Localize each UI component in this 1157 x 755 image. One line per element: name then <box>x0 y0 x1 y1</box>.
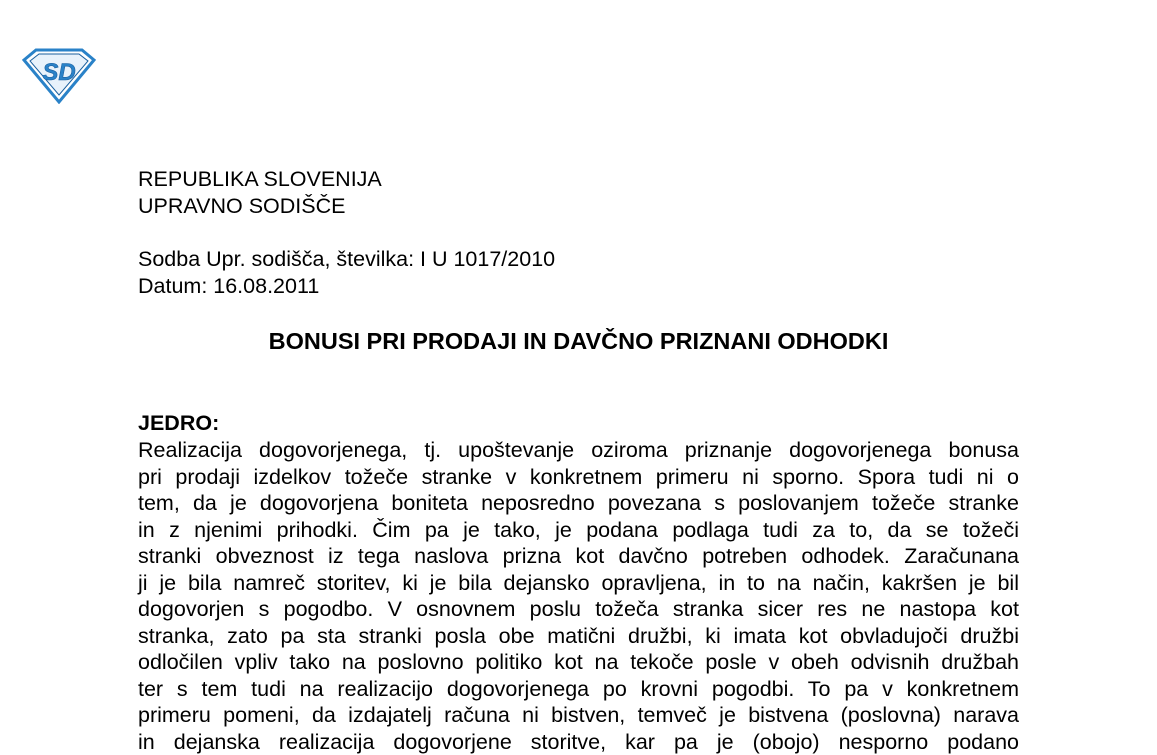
jedro-line: primeru pomeni, da izdajatelj računa ni bistven, temveč je bistvena (poslovna) narava <box>138 702 1019 729</box>
jedro-line: in dejanska realizacija dogovorjene storitve, kar pa je (obojo) nesporno podano <box>138 729 1019 755</box>
jedro-line: pri prodaji izdelkov tožeče stranke v konkretnem primeru ni sporno. Spora tudi ni o <box>138 464 1019 491</box>
jedro-line: tem, da je dogovorjena boniteta neposredno povezana s poslovanjem tožeče stranke <box>138 490 1019 517</box>
court-logo-shield-icon <box>22 48 96 104</box>
jedro-line: stranka, zato pa sta stranki posla obe matični družbi, ki imata kot obvladujoči družbi <box>138 623 1019 650</box>
document-title: BONUSI PRI PRODAJI IN DAVČNO PRIZNANI ODHODKI <box>138 326 1019 356</box>
jedro-line: ji je bila namreč storitev, ki je bila dejansko opravljena, in to na način, kakršen je bil <box>138 570 1019 597</box>
case-date: Datum: 16.08.2011 <box>138 273 555 300</box>
jedro-line: stranki obveznost iz tega naslova prizna kot davčno potreben odhodek. Zaračunana <box>138 543 1019 570</box>
court-header <box>138 166 382 219</box>
jedro-line: ter s tem tudi na realizacijo dogovorjenega po krovni pogodbi. To pa v konkretnem <box>138 676 1019 703</box>
jedro-line: dogovorjen s pogodbo. V osnovnem poslu tožeča stranka sicer res ne nastopa kot <box>138 596 1019 623</box>
jedro-line: Realizacija dogovorjenega, tj. upoštevanje oziroma priznanje dogovorjenega bonusa <box>138 437 1019 464</box>
jedro-body <box>138 437 1019 755</box>
court-name: UPRAVNO SODIŠČE <box>138 193 382 220</box>
jedro-heading: JEDRO: <box>138 410 219 437</box>
case-number: Sodba Upr. sodišča, številka: I U 1017/2010 <box>138 246 555 273</box>
country-name: REPUBLIKA SLOVENIJA <box>138 166 382 193</box>
court-logo <box>22 48 96 104</box>
logo-lettering: SD <box>42 59 75 86</box>
case-info <box>138 246 555 299</box>
jedro-line: odločilen vpliv tako na poslovno politiko kot na tekoče posle v obeh odvisnih družbah <box>138 649 1019 676</box>
jedro-line: in z njenimi prihodki. Čim pa je tako, je podana podlaga tudi za to, da se tožeči <box>138 517 1019 544</box>
